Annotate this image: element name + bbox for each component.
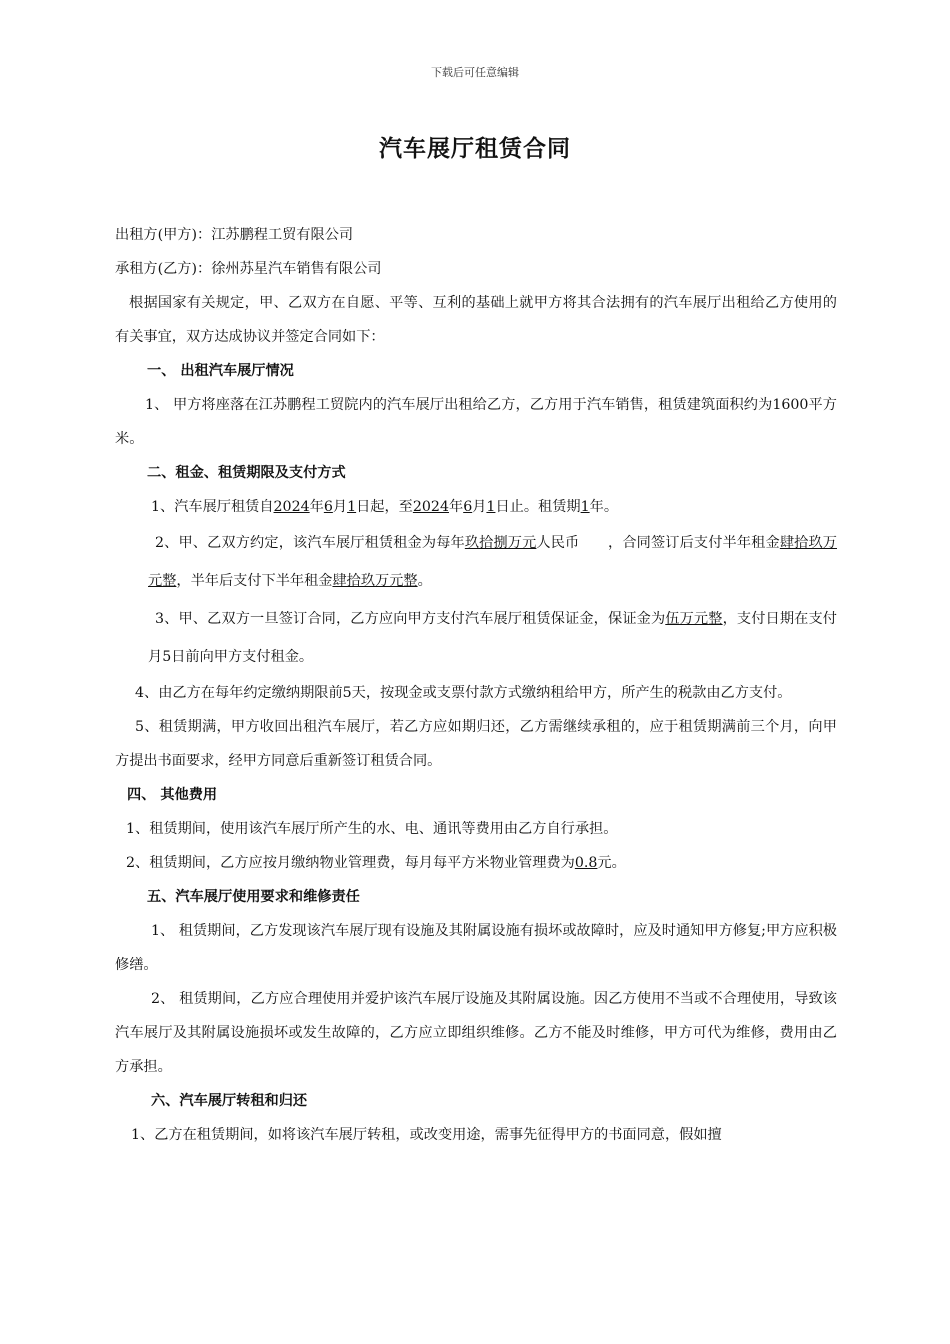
section-2-clause-5: 5、租赁期满，甲方收回出租汽车展厅，若乙方应如期归还，乙方需继续承租的，应于租赁期满前三个月，向甲方提出书面要求，经甲方同意后重新签订租赁合同。 bbox=[115, 719, 837, 769]
section-2-clause-2: 2、甲、乙双方约定，该汽车展厅租赁租金为每年玖拾捌万元人民币 ，合同签订后支付半年租金肆拾玖万元整，半年后支付下半年租金肆拾玖万元整。 bbox=[148, 535, 837, 589]
section-4-clause-1: 1、租赁期间，使用该汽车展厅所产生的水、电、通讯等费用由乙方自行承担。 bbox=[126, 821, 618, 837]
section-6-clause-1: 1、乙方在租赁期间，如将该汽车展厅转租，或改变用途，需事先征得甲方的书面同意，假如擅 bbox=[131, 1127, 722, 1143]
section-2-clause-3: 3、甲、乙双方一旦签订合同，乙方应向甲方支付汽车展厅租赁保证金，保证金为伍万元整，支付日期在支付月5日前向甲方支付租金。 bbox=[148, 611, 837, 665]
section-5-clause-1: 1、 租赁期间，乙方发现该汽车展厅现有设施及其附属设施有损坏或故障时，应及时通知甲方修复;甲方应积极修缮。 bbox=[115, 923, 837, 973]
section-1-heading: 一、 出租汽车展厅情况 bbox=[147, 363, 294, 379]
section-4-heading: 四、 其他费用 bbox=[127, 787, 218, 803]
intro-paragraph: 根据国家有关规定，甲、乙双方在自愿、平等、互利的基础上就甲方将其合法拥有的汽车展厅出租给乙方使用的有关事宜，双方达成协议并签定合同如下： bbox=[115, 295, 837, 345]
party-b: 承租方(乙方)：徐州苏星汽车销售有限公司 bbox=[115, 261, 382, 277]
section-6-heading: 六、汽车展厅转租和归还 bbox=[151, 1093, 308, 1109]
section-1-clause-1: 1、 甲方将座落在江苏鹏程工贸院内的汽车展厅出租给乙方，乙方用于汽车销售，租赁建筑面积约为1600平方米。 bbox=[115, 397, 837, 447]
section-5-heading: 五、汽车展厅使用要求和维修责任 bbox=[147, 889, 360, 905]
section-5-clause-2: 2、 租赁期间，乙方应合理使用并爱护该汽车展厅设施及其附属设施。因乙方使用不当或不合理使用，导致该汽车展厅及其附属设施损坏或发生故障的，乙方应立即组织维修。乙方不能及时维修，甲方可代为维修，费用由乙方承担。 bbox=[115, 991, 837, 1075]
section-2-clause-4: 4、由乙方在每年约定缴纳期限前5天，按现金或支票付款方式缴纳租给甲方，所产生的税款由乙方支付。 bbox=[135, 685, 792, 701]
section-2-clause-1: 1、汽车展厅租赁自2024年6月1日起，至2024年6月1日止。租赁期1年。 bbox=[151, 499, 619, 515]
section-4-clause-2: 2、租赁期间，乙方应按月缴纳物业管理费，每月每平方米物业管理费为0.8元。 bbox=[126, 855, 626, 871]
party-a: 出租方(甲方)：江苏鹏程工贸有限公司 bbox=[115, 227, 354, 243]
contract-body bbox=[115, 218, 837, 1152]
document-title: 汽车展厅租赁合同 bbox=[379, 135, 571, 162]
header-note: 下载后可任意编辑 bbox=[431, 66, 519, 79]
section-2-heading: 二、租金、租赁期限及支付方式 bbox=[147, 465, 346, 481]
